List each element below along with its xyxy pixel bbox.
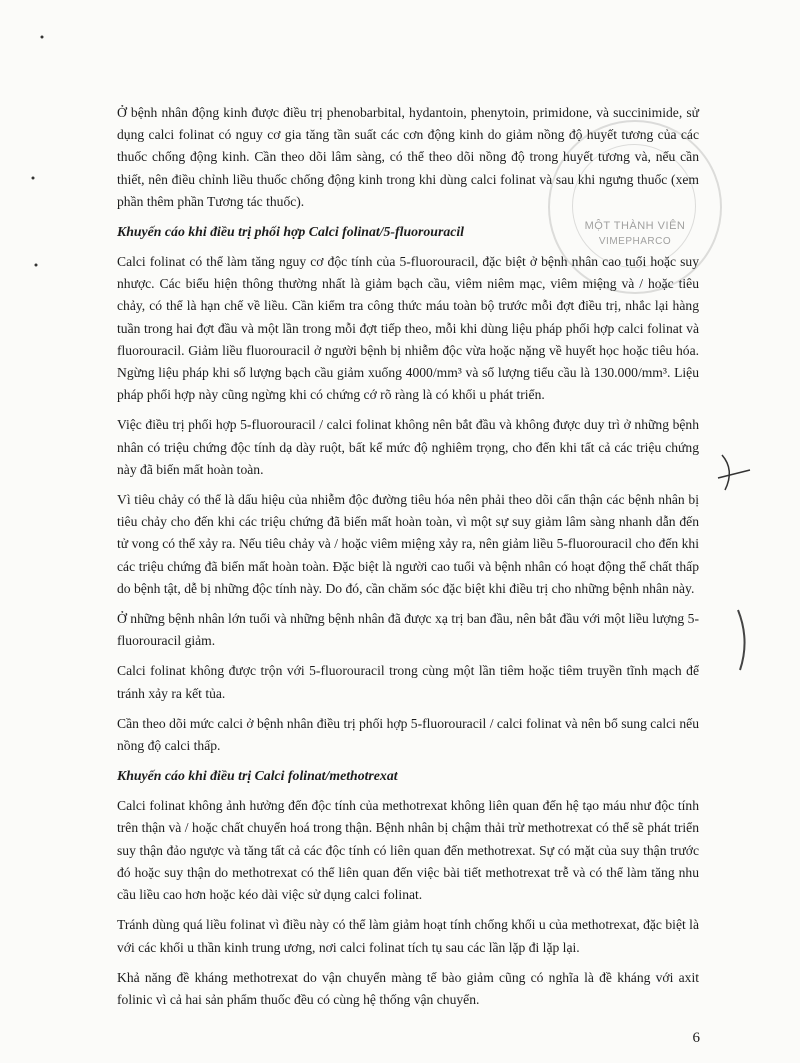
paragraph: Calci folinat có thể làm tăng nguy cơ độc tính của 5-fluorouracil, đặc biệt ở bệnh nhân cao tuổi hoặc suy nhược. Các biểu hiện thông thường nhất là giảm bạch cầu, viêm niêm mạc, viêm miệng và / hoặc tiêu chảy, có thể là hạn chế về liều. Cần kiểm tra công thức máu toàn bộ trước mỗi đợt điều trị, nhắc lại hàng tuần trong hai đợt đầu và một lần trong mỗi đợt tiếp theo, mỗi khi dùng liệu pháp phối hợp calci folinat và fluorouracil. Giảm liều fluorouracil ở người bệnh bị nhiễm độc vừa hoặc nặng về huyết học hoặc tiêu hóa. Ngừng liệu pháp khi số lượng bạch cầu giảm xuống 4000/mm³ và số lượng tiểu cầu là 130.000/mm³. Liệu pháp phối hợp này cũng ngừng khi có chứng cớ rõ ràng là có khối u phát triển.: [117, 254, 699, 403]
paragraph: Ở bệnh nhân động kinh được điều trị phenobarbital, hydantoin, phenytoin, primidone, và succinimide, sử dụng calci folinat có nguy cơ gia tăng tần suất các cơn động kinh do giảm nồng độ huyết tương của các thuốc chống động kinh. Cần theo dõi lâm sàng, có thể theo dõi nồng độ trong huyết tương và, nếu cần thiết, nên điều chỉnh liều thuốc chống động kinh trong khi dùng calci folinat và sau khi ngưng thuốc (xem phần thêm phần Tương tác thuốc).: [117, 105, 699, 209]
section-heading: Khuyến cáo khi điều trị phối hợp Calci folinat/5-fluorouracil: [117, 224, 465, 240]
stamp-text-line2: VIMEPHARCO: [598, 236, 672, 247]
paragraph: Cần theo dõi mức calci ở bệnh nhân điều trị phối hợp 5-fluorouracil / calci folinat và nên bổ sung calci nếu nồng độ calci thấp.: [117, 715, 699, 754]
paragraph: Ở những bệnh nhân lớn tuổi và những bệnh nhân đã được xạ trị ban đầu, nên bắt đầu với một liều lượng 5-fluorouracil giảm.: [117, 611, 699, 649]
main-text: [117, 102, 699, 1019]
stamp-text-line1: MỘT THÀNH VIÊN: [584, 220, 686, 232]
paragraph: Khả năng đề kháng methotrexat do vận chuyển màng tế bào giảm cũng có nghĩa là đề kháng với axit folinic vì cả hai sản phẩm thuốc đều có cùng hệ thống vận chuyển.: [117, 969, 699, 1007]
paragraph: Calci folinat không được trộn với 5-fluorouracil trong cùng một lần tiêm hoặc tiêm truyền tĩnh mạch để tránh xảy ra kết tủa.: [117, 663, 699, 701]
paragraph: Calci folinat không ảnh hưởng đến độc tính của methotrexat không liên quan đến hệ tạo máu như độc tính trên thận và / hoặc chất chuyển hoá trong thận. Bệnh nhân bị chậm thải trừ methotrexat có thể sẽ phát triển suy thận đảo ngược và tăng tất cả các độc tính có liên quan đến methotrexat. Sự có mặt của suy thận trước đó hoặc suy thận do methotrexat có thể liên quan đến việc bài tiết methotrexat trễ và có thể làm tăng nhu cầu liều cao hơn hoặc kéo dài việc sử dụng calci folinat.: [117, 798, 699, 903]
paragraph: Tránh dùng quá liều folinat vì điều này có thể làm giảm hoạt tính chống khối u của methotrexat, đặc biệt là với các khối u thần kinh trung ương, nơi calci folinat tích tụ sau các lần lặp đi lặp lại.: [117, 917, 699, 955]
section-heading: Khuyến cáo khi điều trị Calci folinat/methotrexat: [117, 768, 398, 784]
paragraph: Việc điều trị phối hợp 5-fluorouracil / calci folinat không nên bắt đầu và không được duy trì ở những bệnh nhân có triệu chứng độc tính dạ dày ruột, bất kể mức độ nghiêm trọng, cho đến khi tất cả các triệu chứng này đã biến mất hoàn toàn.: [117, 417, 699, 477]
paragraph: Vì tiêu chảy có thể là dấu hiệu của nhiễm độc đường tiêu hóa nên phải theo dõi cẩn thận các bệnh nhân bị tiêu chảy cho đến khi các triệu chứng đã biến mất hoàn toàn, vì một sự suy giảm lâm sàng nhanh dẫn đến tử vong có thể xảy ra. Nếu tiêu chảy và / hoặc viêm miệng xảy ra, nên giảm liều 5-fluorouracil cho đến khi các triệu chứng đã biến mất hoàn toàn. Đặc biệt là người cao tuổi và bệnh nhân có hoạt động thể chất thấp do bệnh tật, dễ bị những độc tính này. Do đó, cần chăm sóc đặc biệt khi điều trị cho những bệnh nhân này.: [117, 492, 699, 596]
page-number: 6: [692, 1030, 700, 1046]
